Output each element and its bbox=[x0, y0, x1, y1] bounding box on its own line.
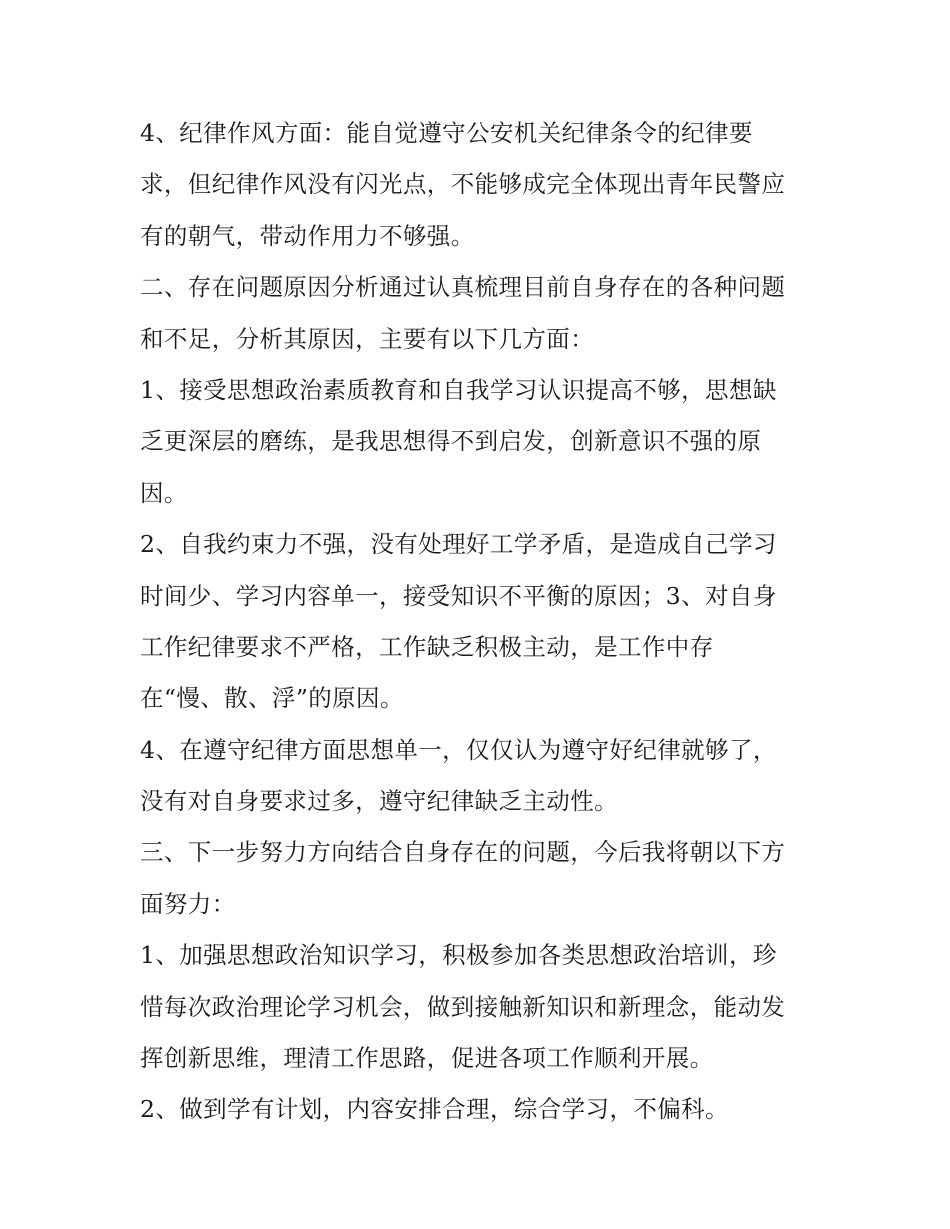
text-line: 和不足，分析其原因，主要有以下几方面： bbox=[140, 324, 595, 353]
text-line: 时间少、学习内容单一，接受知识不平衡的原因；3、对自身 bbox=[140, 581, 777, 610]
text-line: 求，但纪律作风没有闪光点，不能够成完全体现出青年民警应 bbox=[140, 170, 786, 199]
text-line: 惜每次政治理论学习机会，做到接触新知识和新理念，能动发 bbox=[140, 992, 786, 1021]
text-line: 4、纪律作风方面：能自觉遵守公安机关纪律条令的纪律要 bbox=[140, 119, 753, 147]
text-line: 2、做到学有计划，内容安排合理，综合学习，不偏科。 bbox=[140, 1095, 729, 1124]
text-line: 在“慢、散、浮”的原因。 bbox=[140, 684, 404, 713]
text-line: 二、存在问题原因分析通过认真梳理目前自身存在的各种问题 bbox=[140, 273, 786, 302]
text-line: 工作纪律要求不严格，工作缺乏积极主动，是工作中存 bbox=[140, 632, 714, 661]
text-line: 2、自我约束力不强，没有处理好工学矛盾，是造成自己学习 bbox=[140, 530, 777, 559]
text-line: 有的朝气，带动作用力不够强。 bbox=[140, 221, 475, 250]
text-line: 因。 bbox=[140, 478, 188, 507]
text-line: 1、加强思想政治知识学习，积极参加各类思想政治培训，珍 bbox=[140, 941, 777, 970]
text-line: 三、下一步努力方向结合自身存在的问题，今后我将朝以下方 bbox=[140, 838, 786, 867]
text-line: 乏更深层的磨练，是我思想得不到启发，创新意识不强的原 bbox=[140, 427, 762, 456]
text-line: 面努力： bbox=[140, 889, 236, 918]
text-line: 没有对自身要求过多，遵守纪律缺乏主动性。 bbox=[140, 787, 618, 816]
document-body bbox=[140, 108, 820, 1136]
text-line: 1、接受思想政治素质教育和自我学习认识提高不够，思想缺 bbox=[140, 375, 777, 404]
text-line: 4、在遵守纪律方面思想单一，仅仅认为遵守好纪律就够了， bbox=[140, 735, 777, 764]
text-line: 挥创新思维，理清工作思路，促进各项工作顺利开展。 bbox=[140, 1044, 714, 1073]
